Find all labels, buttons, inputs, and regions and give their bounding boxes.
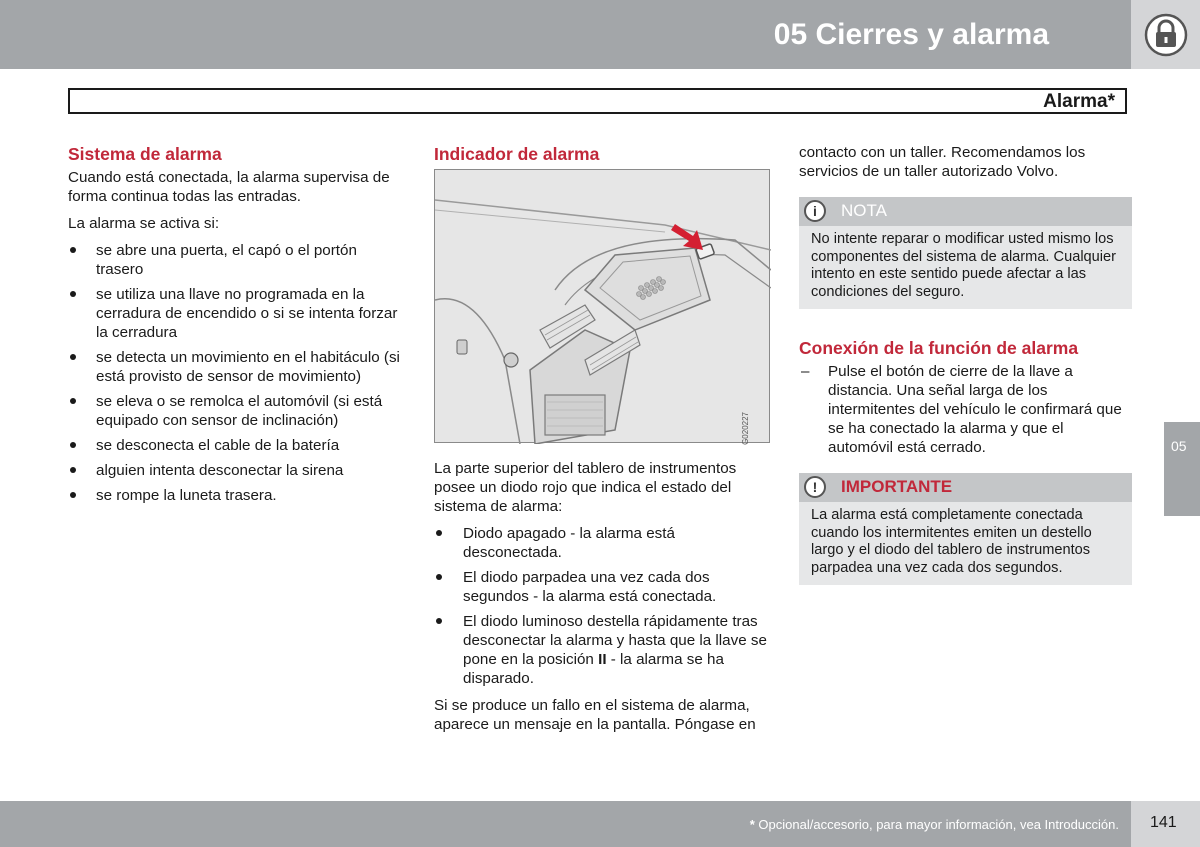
bullet-icon xyxy=(70,442,76,448)
list-item: se desconecta el cable de la batería xyxy=(68,436,403,455)
note-header xyxy=(799,197,1132,226)
list-item: El diodo luminoso destella rápidamente tras desconectar la alarma y hasta que la llave se pone en la posición II - la alarma se ha disparado. xyxy=(434,612,772,688)
asterisk: * xyxy=(749,817,755,832)
dashboard-drawing xyxy=(435,170,771,444)
footnote: * Opcional/accesorio, para mayor información, vea Introducción. xyxy=(749,817,1119,832)
list-item: El diodo parpadea una vez cada dos segundos - la alarma está conectada. xyxy=(434,568,772,606)
footer-band xyxy=(0,801,1131,847)
bullet-icon xyxy=(436,574,442,580)
bullet-icon xyxy=(70,247,76,253)
diode-state-list xyxy=(434,524,772,688)
list-item: alguien intenta desconectar la sirena xyxy=(68,461,403,480)
info-icon: i xyxy=(804,200,826,222)
heading-indicador-de-alarma: Indicador de alarma xyxy=(434,144,600,164)
list-item: se rompe la luneta trasera. xyxy=(68,486,403,505)
note-box xyxy=(799,197,1132,309)
chapter-side-tab xyxy=(1164,422,1200,516)
list-item: Diodo apagado - la alarma está desconectada. xyxy=(434,524,772,562)
bullet-icon xyxy=(70,467,76,473)
list-item: se eleva o se remolca el automóvil (si está equipado con sensor de inclinación) xyxy=(68,392,403,430)
fault-text: Si se produce un fallo en el sistema de alarma, aparece un mensaje en la pantalla. Póngase en xyxy=(434,697,756,733)
important-box xyxy=(799,473,1132,585)
bullet-icon xyxy=(70,354,76,360)
list-item: – Pulse el botón de cierre de la llave a distancia. Una señal larga de los intermitentes del vehículo le confirmará que se ha conectado la alarma y que el automóvil está cerrado. xyxy=(801,363,1122,456)
continued-text: contacto con un taller. Recomendamos los servicios de un taller autorizado Volvo. xyxy=(799,144,1086,180)
trigger-list xyxy=(68,241,403,505)
heading-conexion-alarma: Conexión de la función de alarma xyxy=(799,338,1079,358)
bullet-icon xyxy=(70,398,76,404)
section-bar xyxy=(68,88,1127,114)
important-text: La alarma está completamente conectada cuando los intermitentes emiten un destello largo y el diodo del tablero de instrumentos parpadea una vez cada dos segundos. xyxy=(811,507,1092,576)
dashboard-illustration xyxy=(434,169,770,443)
warning-icon: ! xyxy=(804,476,826,498)
heading-sistema-de-alarma: Sistema de alarma xyxy=(68,144,222,164)
section-title: Alarma* xyxy=(1043,91,1115,112)
side-tab-label: 05 xyxy=(1171,438,1187,454)
connect-steps xyxy=(799,362,1132,457)
column-1 xyxy=(68,143,403,513)
column-2 xyxy=(434,143,772,742)
header-band xyxy=(0,0,1131,69)
page-number: 141 xyxy=(1150,814,1177,831)
padlock-icon xyxy=(1144,13,1188,57)
figure-code: G020227 xyxy=(741,412,750,445)
important-header xyxy=(799,473,1132,502)
chapter-title: 05 Cierres y alarma xyxy=(773,18,1049,51)
column-3 xyxy=(799,143,1132,613)
important-label: IMPORTANTE xyxy=(841,477,953,496)
dash-marker: – xyxy=(801,363,810,380)
bullet-icon xyxy=(70,291,76,297)
bullet-icon xyxy=(436,618,442,624)
chapter-icon-box xyxy=(1131,0,1200,69)
list-item: se utiliza una llave no programada en la cerradura de encendido o si se intenta forzar la cerradura xyxy=(68,285,403,342)
list-item: se abre una puerta, el capó o el portón trasero xyxy=(68,241,403,279)
bullet-icon xyxy=(70,492,76,498)
bullet-icon xyxy=(436,530,442,536)
list-item: se detecta un movimiento en el habitáculo (si está provisto de sensor de movimiento) xyxy=(68,348,403,386)
activates-text: La alarma se activa si: xyxy=(68,215,220,232)
page-number-box xyxy=(1131,801,1200,847)
intro-text: Cuando está conectada, la alarma supervisa de forma continua todas las entradas. xyxy=(68,169,390,205)
note-label: NOTA xyxy=(841,201,887,220)
note-text: No intente reparar o modificar usted mismo los componentes del sistema de alarma. Cualquier intento en este sentido puede afectar a las condiciones del seguro. xyxy=(811,231,1117,300)
indicator-intro: La parte superior del tablero de instrumentos posee un diodo rojo que indica el estado del sistema de alarma: xyxy=(434,460,737,515)
